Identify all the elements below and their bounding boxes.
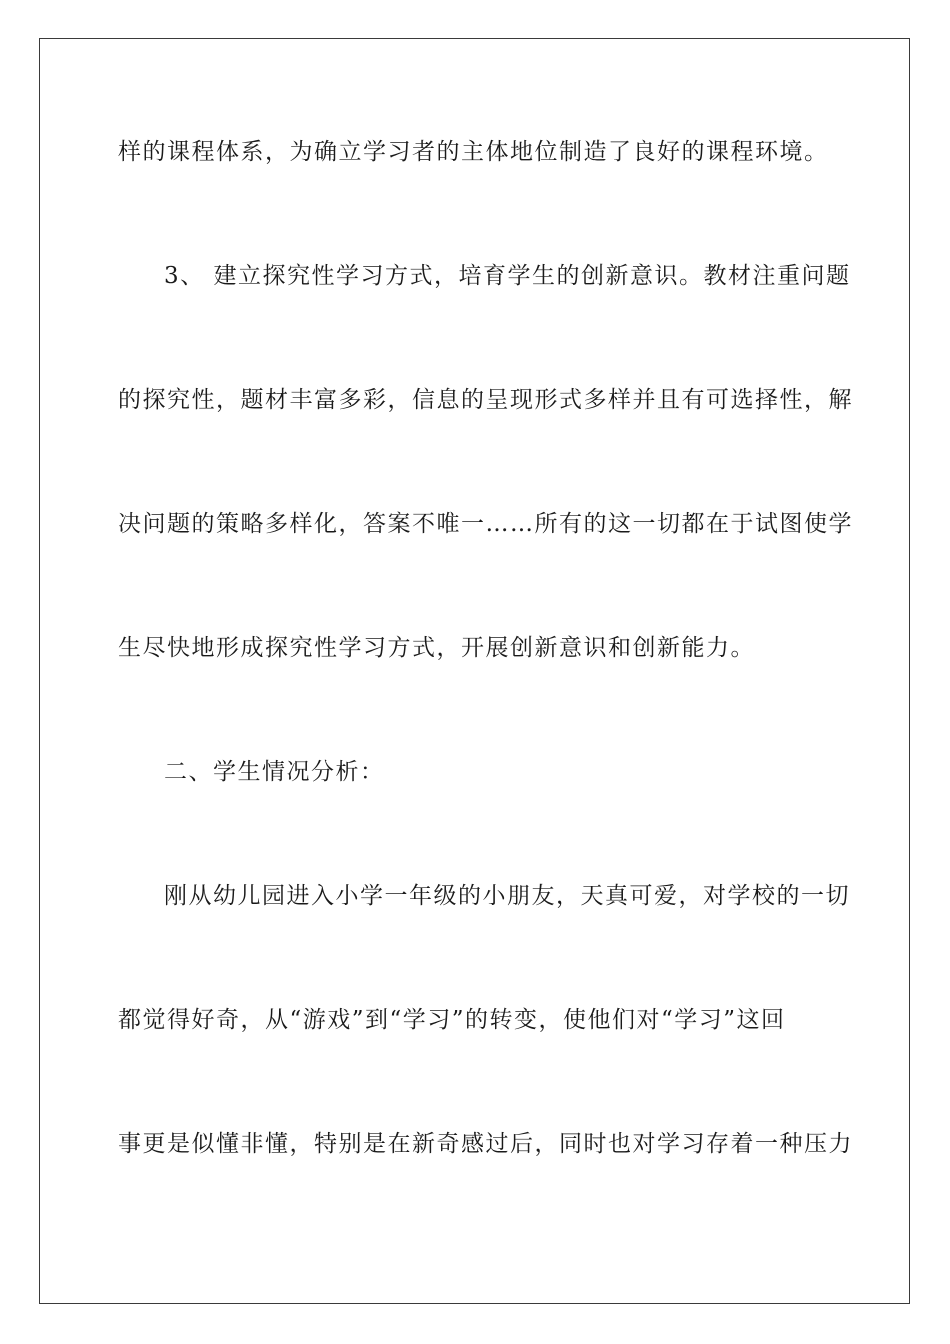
paragraph-line: 的探究性，题材丰富多彩，信息的呈现形式多样并且有可选择性，解 <box>118 387 853 413</box>
paragraph-line: 都觉得好奇，从“游戏”到“学习”的转变，使他们对“学习”这回 <box>118 1007 786 1033</box>
section-heading: 二、学生情况分析： <box>164 759 385 785</box>
paragraph-line: 3、 建立探究性学习方式，培育学生的创新意识。教材注重问题 <box>164 263 851 289</box>
paragraph-line: 刚从幼儿园进入小学一年级的小朋友，天真可爱，对学校的一切 <box>164 883 850 909</box>
paragraph-line: 事更是似懂非懂，特别是在新奇感过后，同时也对学习存着一种压力 <box>118 1131 853 1157</box>
paragraph-line: 生尽快地形成探究性学习方式，开展创新意识和创新能力。 <box>118 635 755 661</box>
paragraph-line: 样的课程体系，为确立学习者的主体地位制造了良好的课程环境。 <box>118 139 829 165</box>
page-border <box>39 38 910 1304</box>
paragraph-line: 决问题的策略多样化，答案不唯一……所有的这一切都在于试图使学 <box>118 511 853 537</box>
